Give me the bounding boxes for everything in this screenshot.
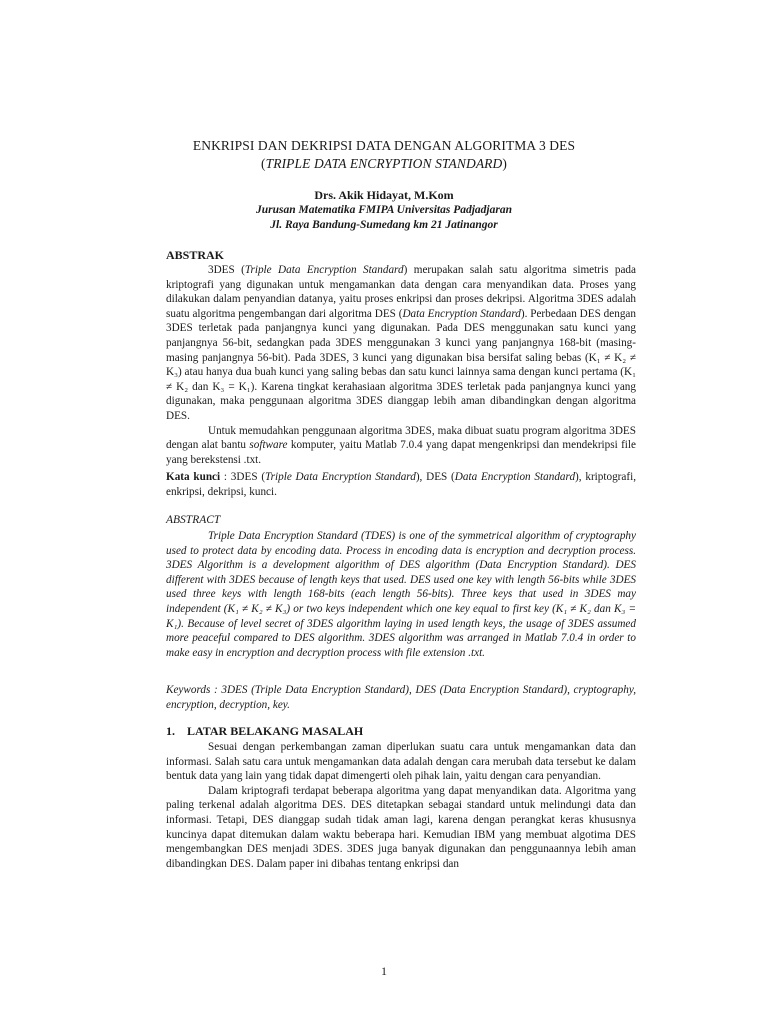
- section-1-number: 1.: [166, 724, 175, 738]
- abstract-heading: ABSTRACT: [166, 514, 221, 526]
- paper-title: [0, 138, 768, 172]
- title-line-1: ENKRIPSI DAN DEKRIPSI DATA DENGAN ALGORITMA 3 DES: [192, 138, 576, 153]
- author-department: Jurusan Matematika FMIPA Universitas Padjadjaran: [255, 204, 513, 216]
- abstrak-paragraph-1: 3DES (Triple Data Encryption Standard) merupakan salah satu algoritma simetris pada kriptografi yang digunakan untuk mengamankan data dengan cara menyandikan data. Proses yang dilakukan dalam penyandian datanya, yaitu proses enkripsi dan proses dekripsi. Algoritma 3DES adalah suatu algoritma pengembangan dari algoritma DES (Data Encryption Standard). Perbedaan DES dengan 3DES terletak pada panjangnya kunci yang digunakan. Pada DES menggunakan satu kunci yang panjangnya 56-bit, sedangkan pada 3DES menggunakan 3 kunci yang panjangnya 168-bit (masing-masing panjangnya 56-bit). Pada 3DES, 3 kunci yang digunakan bisa bersifat saling bebas (K₁ ≠ K₂ ≠ K₃) atau hanya dua buah kunci yang saling bebas dan satu kunci lainnya sama dengan kunci pertama (K₁ ≠ K₂ dan K₃ = K₁). Karena tingkat kerahasiaan algoritma 3DES terletak pada panjangnya kunci yang digunakan, maka penggunaan algoritma 3DES dianggap lebih aman dibandingkan dengan algoritma DES.: [166, 264, 636, 422]
- section-1-paragraph-1: Sesuai dengan perkembangan zaman diperlukan suatu cara untuk mengamankan data dan informasi. Salah satu cara untuk mengamankan data adalah dengan cara merubah data tersebut ke dalam bentuk data yang lain yang tidak dapat dimengerti oleh pihak lain, yaitu dengan cara penyandian.: [166, 741, 636, 783]
- title-line-2: (TRIPLE DATA ENCRYPTION STANDARD): [261, 156, 507, 171]
- abstrak-body: [166, 263, 636, 467]
- abstract-paragraph-1: Triple Data Encryption Standard (TDES) is one of the symmetrical algorithm of cryptography used to protect data by encoding data. Process in encoding data is encryption and decryption process. 3DES Algorithm is a development algorithm of DES algorithm (Data Encryption Standard). DES different with 3DES because of length keys that used. DES used one key with length 56-bits while 3DES used three keys with length 168-bits (each length 56-bits). Three keys that used in 3DES may independent (K₁ ≠ K₂ ≠ K₃) or two keys independent which one key equal to first key (K₁ ≠ K₂ dan K₃ = K₁). Because of level secret of 3DES algorithm laying in used length keys, the usage of 3DES assumed more peaceful compared to DES algorithm. 3DES algorithm was arranged in Matlab 7.0.4 in order to make easy in encryption and decryption process with file extension .txt.: [166, 530, 636, 659]
- section-1-title: LATAR BELAKANG MASALAH: [187, 724, 364, 738]
- section-1-paragraph-2: Dalam kriptografi terdapat beberapa algoritma yang dapat menyandikan data. Algoritma yang paling terkenal adalah algoritma DES. DES ditetapkan sebagai standard untuk melindungi data dan informasi. Tetapi, DES dianggap sudah tidak aman lagi, karena dengan perangkat keras khususnya kuncinya dapat ditemukan dalam waktu beberapa hari. Kemudian IBM yang membuat algotima DES mengembangkan DES menjadi 3DES. 3DES juga banyak digunakan dan penggunaannya lebih aman dibandingkan DES. Dalam paper ini dibahas tentang enkripsi dan: [166, 784, 636, 870]
- page-number: 1: [381, 964, 387, 978]
- author-address: Jl. Raya Bandung-Sumedang km 21 Jatinangor: [270, 219, 498, 231]
- abstrak-paragraph-2: Untuk memudahkan penggunaan algoritma 3DES, maka dibuat suatu program algoritma 3DES dengan alat bantu software komputer, yaitu Matlab 7.0.4 yang dapat mengenkripsi dan mendekripsi file yang berekstensi .txt.: [166, 424, 636, 466]
- section-1-heading: [166, 724, 363, 739]
- abstrak-keywords: Kata kunci : 3DES (Triple Data Encryption Standard), DES (Data Encryption Standard), kriptografi, enkripsi, dekripsi, kunci.: [166, 471, 636, 498]
- abstract-body: [166, 529, 636, 660]
- author-name: Drs. Akik Hidayat, M.Kom: [314, 188, 454, 202]
- abstrak-heading: ABSTRAK: [166, 248, 225, 262]
- abstract-keywords: Keywords : 3DES (Triple Data Encryption Standard), DES (Data Encryption Standard), cryptography, encryption, decryption, key.: [166, 684, 636, 711]
- section-1-body: [166, 740, 636, 871]
